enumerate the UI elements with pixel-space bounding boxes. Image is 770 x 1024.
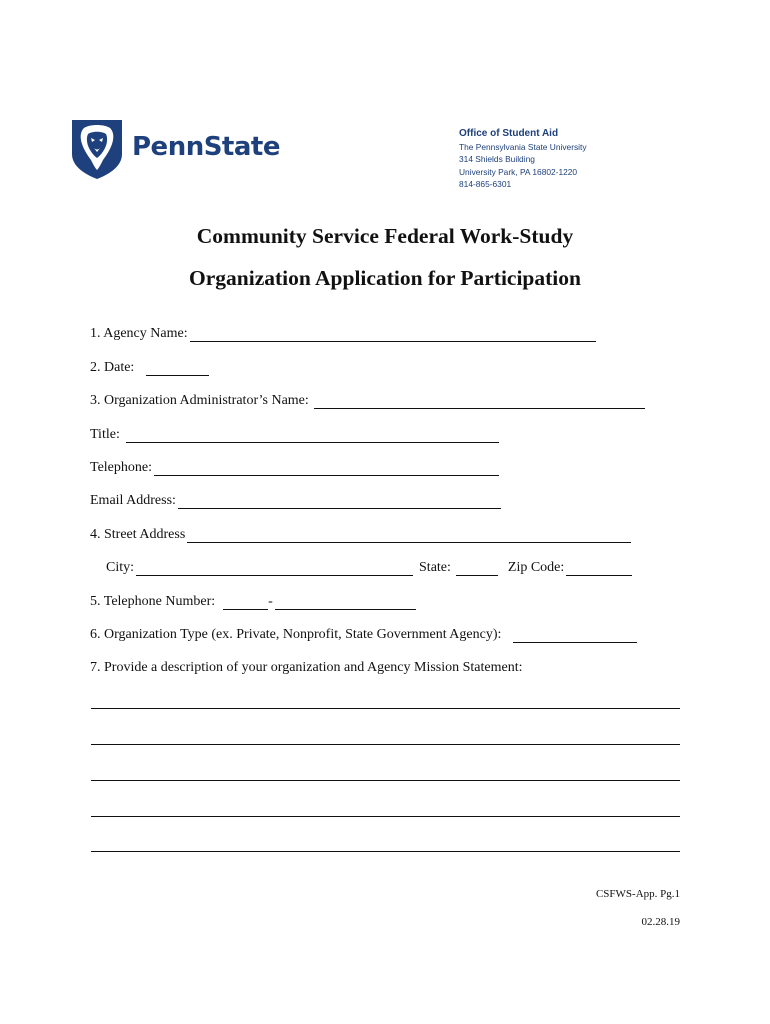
address-line-university: The Pennsylvania State University	[459, 141, 587, 152]
description-label: 7. Provide a description of your organization and Agency Mission Statement:	[90, 660, 523, 675]
admin-name-label: 3. Organization Administrator’s Name:	[90, 393, 309, 408]
telephone-row	[90, 460, 499, 476]
telephone-field[interactable]	[154, 461, 499, 476]
logo-wordmark: PennState	[132, 132, 280, 162]
office-address-block	[459, 128, 587, 191]
document-title: Community Service Federal Work-Study	[196, 224, 574, 248]
description-row	[90, 660, 523, 676]
city-label: City:	[106, 560, 135, 575]
phone-number-field[interactable]	[275, 595, 416, 610]
phone-number-label: 5. Telephone Number:	[90, 594, 216, 609]
title-field[interactable]	[126, 428, 499, 443]
agency-name-label: 1. Agency Name:	[90, 326, 188, 341]
org-type-label: 6. Organization Type (ex. Private, Nonprofit, State Government Agency):	[90, 627, 502, 642]
city-state-zip-row	[106, 560, 632, 576]
city-field[interactable]	[136, 561, 413, 576]
nittany-lion-shield-icon	[70, 118, 124, 180]
agency-name-field[interactable]	[190, 327, 596, 342]
phone-dash: -	[268, 594, 273, 609]
title-row	[90, 427, 499, 443]
phone-number-row	[90, 594, 416, 610]
revision-date: 02.28.19	[641, 916, 680, 928]
zip-field[interactable]	[566, 561, 632, 576]
date-field[interactable]	[146, 361, 209, 376]
title-label: Title:	[90, 427, 120, 442]
state-field[interactable]	[456, 561, 498, 576]
org-type-field[interactable]	[513, 628, 637, 643]
date-label: 2. Date:	[90, 360, 135, 375]
address-line-building: 314 Shields Building	[459, 154, 535, 165]
email-row	[90, 493, 501, 509]
admin-name-field[interactable]	[314, 394, 645, 409]
page-number: CSFWS-App. Pg.1	[595, 888, 680, 900]
zip-label: Zip Code:	[507, 560, 565, 575]
address-line-phone: 814-865-6301	[459, 179, 512, 190]
street-address-field[interactable]	[187, 528, 631, 543]
state-label: State:	[419, 560, 451, 575]
document-subtitle: Organization Application for Participation	[189, 266, 581, 290]
description-line-1[interactable]	[91, 708, 680, 709]
pennstate-logo	[70, 118, 280, 180]
org-type-row	[90, 627, 637, 643]
address-line-city: University Park, PA 16802-1220	[459, 166, 578, 177]
description-line-4[interactable]	[91, 816, 680, 817]
description-line-2[interactable]	[91, 744, 680, 745]
description-line-3[interactable]	[91, 780, 680, 781]
agency-name-row	[90, 326, 596, 342]
telephone-label: Telephone:	[90, 460, 152, 475]
phone-area-code-field[interactable]	[223, 595, 268, 610]
email-field[interactable]	[178, 494, 501, 509]
street-address-row	[90, 527, 631, 543]
date-row	[90, 360, 209, 376]
description-line-5[interactable]	[91, 851, 680, 852]
email-label: Email Address:	[90, 493, 176, 508]
office-name: Office of Student Aid	[459, 128, 559, 139]
admin-name-row	[90, 393, 645, 409]
street-address-label: 4. Street Address	[90, 527, 186, 542]
